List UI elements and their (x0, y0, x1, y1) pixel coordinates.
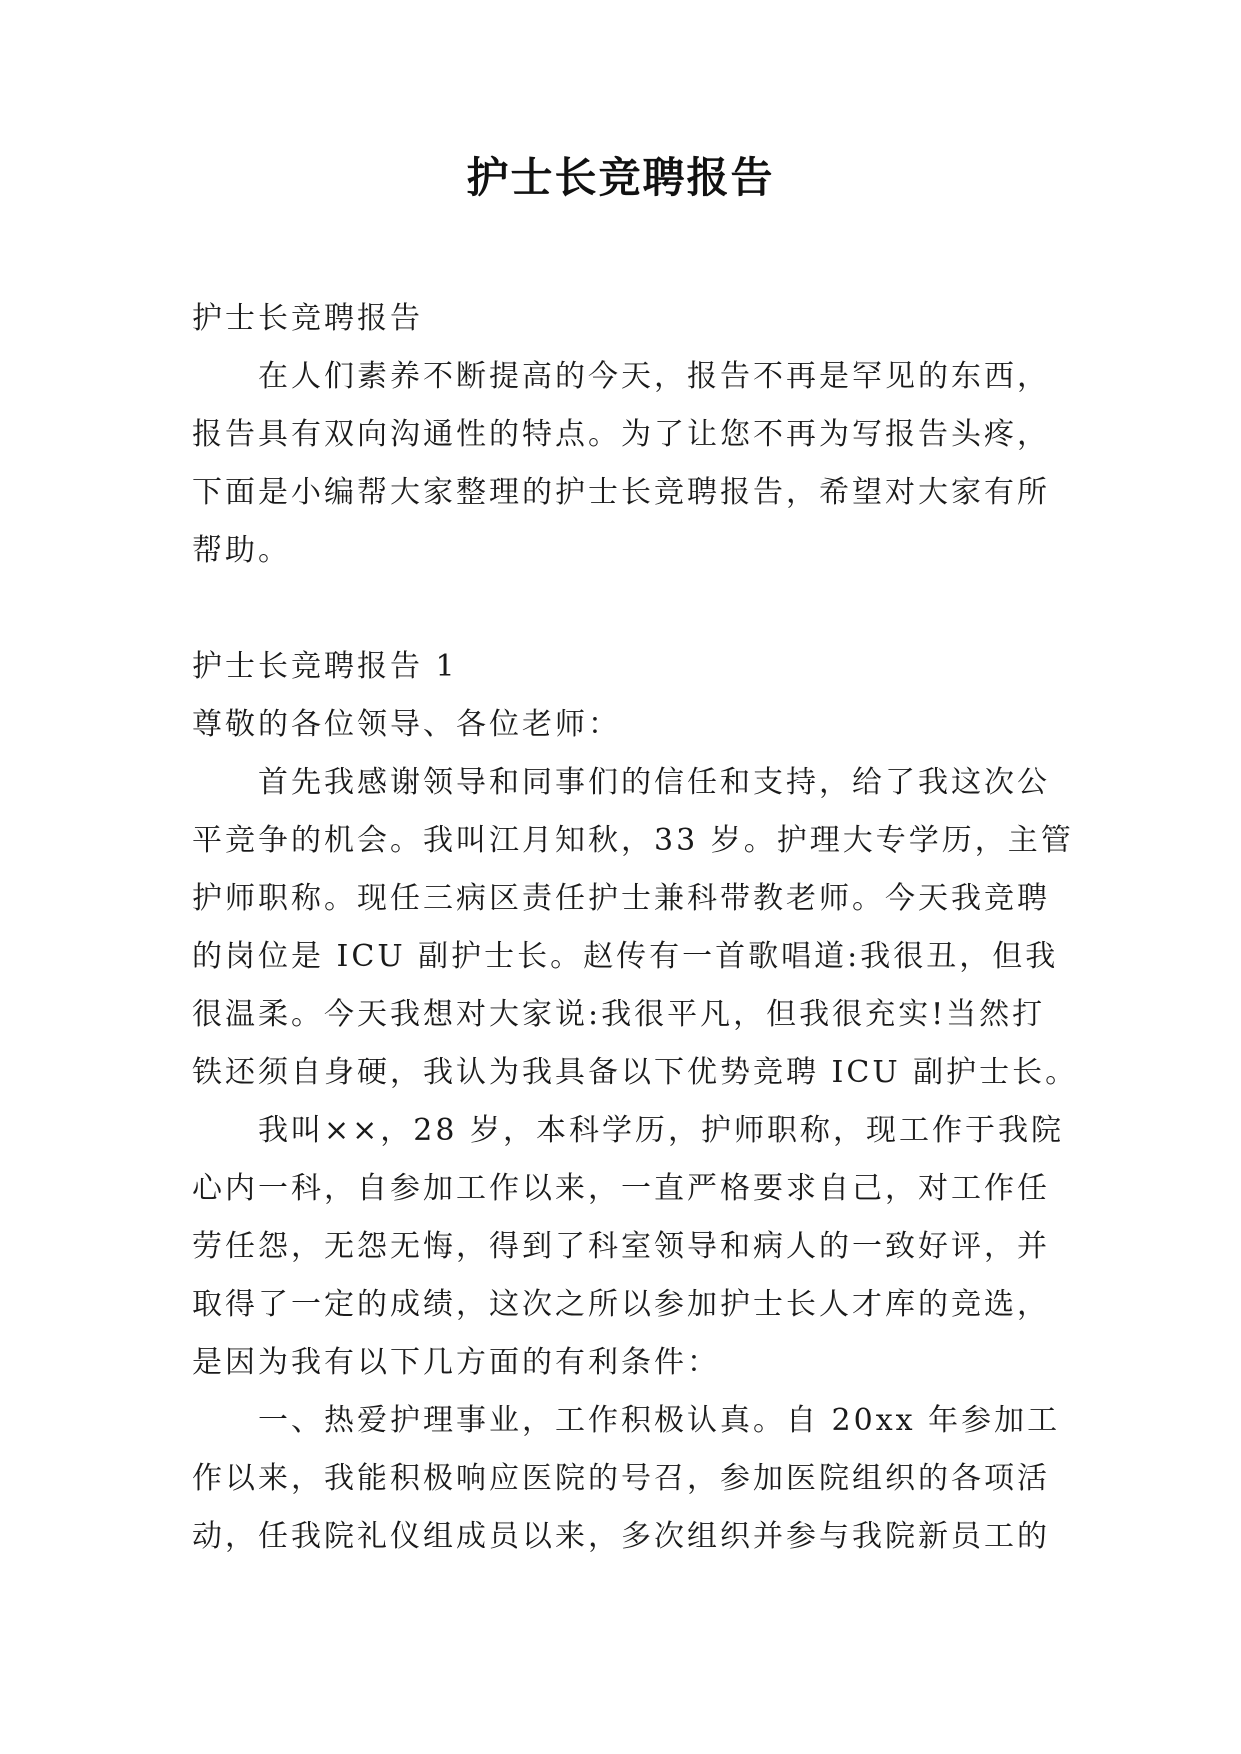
document-body (192, 290, 1079, 1566)
intro-line: 帮助。 (192, 533, 291, 568)
paragraph-spacer (192, 580, 1072, 638)
paragraph-line: 平竞争的机会。我叫江月知秋，33 岁。护理大专学历，主管 (192, 823, 1074, 858)
section-heading: 护士长竞聘报告 1 (192, 649, 458, 684)
intro-line: 下面是小编帮大家整理的护士长竞聘报告，希望对大家有所 (192, 475, 1050, 510)
intro-line: 在人们素养不断提高的今天，报告不再是罕见的东西， (258, 359, 1050, 394)
paragraph-line: 护师职称。现任三病区责任护士兼科带教老师。今天我竞聘 (192, 881, 1050, 916)
paragraph-line: 的岗位是 ICU 副护士长。赵传有一首歌唱道:我很丑，但我 (192, 939, 1059, 974)
salutation: 尊敬的各位领导、各位老师： (192, 707, 621, 742)
paragraph-line: 动，任我院礼仪组成员以来，多次组织并参与我院新员工的 (192, 1519, 1050, 1554)
paragraph-line: 首先我感谢领导和同事们的信任和支持，给了我这次公 (258, 765, 1050, 800)
paragraph-line: 铁还须自身硬，我认为我具备以下优势竞聘 ICU 副护士长。 (192, 1055, 1079, 1090)
paragraph-line: 很温柔。今天我想对大家说:我很平凡，但我很充实!当然打 (192, 997, 1046, 1032)
intro-heading: 护士长竞聘报告 (192, 301, 423, 336)
paragraph-line: 取得了一定的成绩，这次之所以参加护士长人才库的竞选， (192, 1287, 1050, 1322)
paragraph-line: 作以来，我能积极响应医院的号召，参加医院组织的各项活 (192, 1461, 1050, 1496)
paragraph-line: 心内一科，自参加工作以来，一直严格要求自己，对工作任 (192, 1171, 1050, 1206)
paragraph-line: 一、热爱护理事业，工作积极认真。自 20xx 年参加工 (258, 1403, 1061, 1438)
paragraph-line: 劳任怨，无怨无悔，得到了科室领导和病人的一致好评，并 (192, 1229, 1050, 1264)
paragraph-line: 是因为我有以下几方面的有利条件： (192, 1345, 720, 1380)
intro-line: 报告具有双向沟通性的特点。为了让您不再为写报告头疼， (192, 417, 1050, 452)
paragraph-line: 我叫××，28 岁，本科学历，护师职称，现工作于我院 (258, 1113, 1064, 1148)
document-title: 护士长竞聘报告 (466, 153, 775, 202)
